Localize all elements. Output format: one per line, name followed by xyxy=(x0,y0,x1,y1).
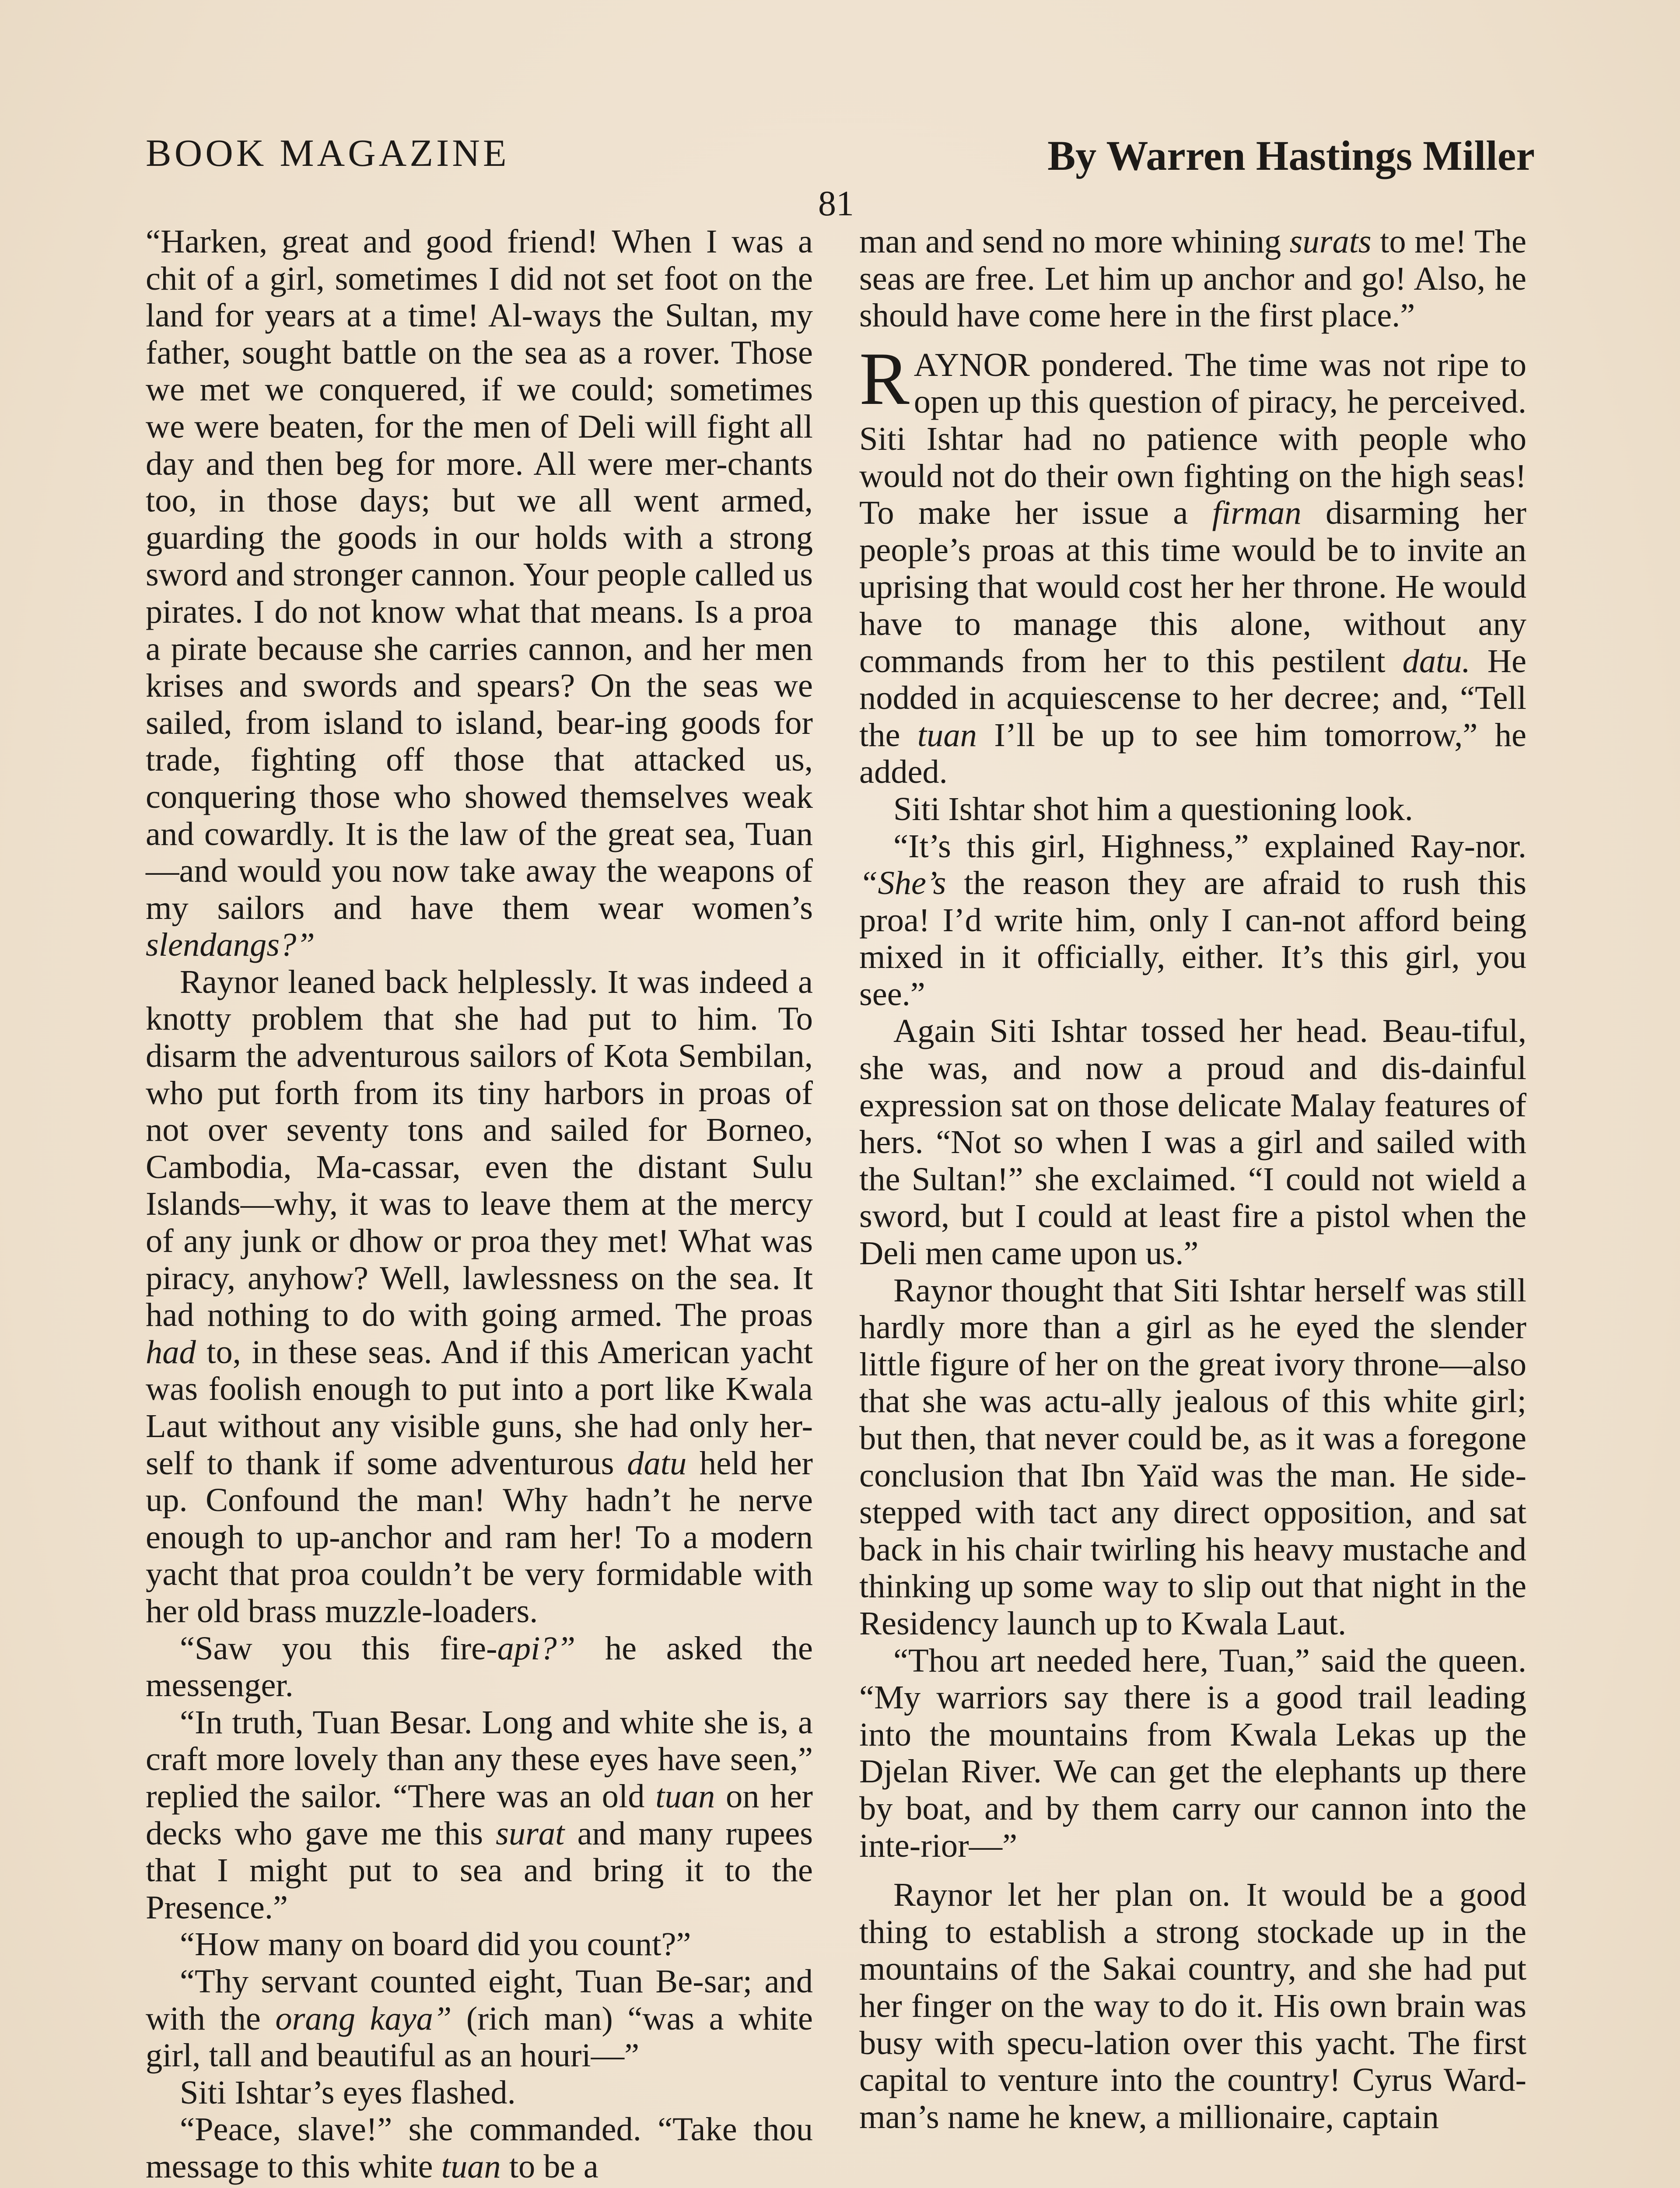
paragraph: “In truth, Tuan Besar. Long and white she is, a craft more lovely than any these eyes have seen,” replied the sailor. “There was an old tuan on her decks who gave me this surat and many rupees that I might put to sea and bring it to the Presence.” xyxy=(146,1703,813,1926)
author-byline: By Warren Hastings Miller xyxy=(1047,132,1535,179)
paragraph: “Thou art needed here, Tuan,” said the queen. “My warriors say there is a good trail leading into the mountains from Kwala Lekas up the Djelan River. We can get the elephants up there by boat, and by them carry our cannon into the inte-rior—” xyxy=(859,1641,1526,1864)
paragraph: Raynor thought that Siti Ishtar herself was still hardly more than a girl as he eyed the slender little figure of her on the great ivory throne—also that she was actu-ally jealous of this white girl; but then, that never could be, as it was a foregone conclusion that Ibn Yaïd was the man. He side-stepped with tact any direct opposition, and sat back in his chair twirling his heavy mustache and thinking up some way to slip out that night in the Residency launch up to Kwala Laut. xyxy=(859,1271,1526,1642)
right-text-column xyxy=(859,223,1526,2135)
paragraph: Again Siti Ishtar tossed her head. Beau-tiful, she was, and now a proud and dis-dainful expression sat on those delicate Malay features of hers. “Not so when I was a girl and sailed with the Sultan!” she exclaimed. “I could not wield a sword, but I could at least fire a pistol when the Deli men came upon us.” xyxy=(859,1012,1526,1272)
paragraph: man and send no more whining surats to me! The seas are free. Let him up anchor and go! Also, he should have come here in the first place.” xyxy=(859,223,1526,334)
paragraph: “How many on board did you count?” xyxy=(180,1925,691,1963)
paragraph: “Thy servant counted eight, Tuan Be-sar; and with the orang kaya” (rich man) “was a white girl, tall and beautiful as an houri—” xyxy=(146,1962,813,2074)
magazine-title: BOOK MAGAZINE xyxy=(146,132,510,175)
paragraph: Siti Ishtar shot him a questioning look. xyxy=(893,790,1413,828)
paragraph: Raynor leaned back helplessly. It was indeed a knotty problem that she had put to him. To disarm the adventurous sailors of Kota Sembilan, who put forth from its tiny harbors in proas of not over seventy tons and sailed for Borneo, Cambodia, Ma-cassar, even the distant Sulu Islands—why, it was to leave them at the mercy of any junk or dhow or proa they met! What was piracy, anyhow? Well, lawlessness on the sea. It had nothing to do with going armed. The proas had to, in these seas. And if this American yacht was foolish enough to put into a port like Kwala Laut without any visible guns, she had only her-self to thank if some adventurous datu held her up. Confound the man! Why hadn’t he nerve enough to up-anchor and ram her! To a modern yacht that proa couldn’t be very formidable with her old brass muzzle-loaders. xyxy=(146,963,813,1630)
page-number: 81 xyxy=(818,183,854,223)
paragraph: RAYNOR pondered. The time was not ripe to open up this question of piracy, he perceived. Siti Ishtar had no patience with people who would not do their own fighting on the high seas! To make her issue a firman disarming her people’s proas at this time would be to invite an uprising that would cost her her throne. He would have to manage this alone, without any commands from her to this pestilent datu. He nodded in acquiescense to her decree; and, “Tell the tuan I’ll be up to see him tomorrow,” he added. xyxy=(859,337,1526,791)
paragraph: “It’s this girl, Highness,” explained Ray-nor. “She’s the reason they are afraid to rush this proa! I’d write him, only I can-not afford being mixed in it officially, either. It’s this girl, you see.” xyxy=(859,827,1526,1013)
paragraph: “Peace, slave!” she commanded. “Take thou message to this white tuan to be a xyxy=(146,2111,813,2185)
paragraph: “Harken, great and good friend! When I was a chit of a girl, sometimes I did not set foot on the land for years at a time! Al-ways the Sultan, my father, sought battle on the sea as a rover. Those we met we conquered, if we could; sometimes we were beaten, for the men of Deli will fight all day and then beg for more. All were mer-chants too, in those days; but we all went armed, guarding the goods in our holds with a strong sword and stronger cannon. Your people called us pirates. I do not know what that means. Is a proa a pirate because she carries cannon, and her men krises and swords and spears? On the seas we sailed, from island to island, bear-ing goods for trade, fighting off those that attacked us, conquering those who showed themselves weak and cowardly. It is the law of the great sea, Tuan—and would you now take away the weapons of my sailors and have them wear women’s slendangs?” xyxy=(146,223,813,964)
drop-cap: R xyxy=(859,337,910,421)
left-text-column xyxy=(146,223,813,2185)
paragraph: Raynor let her plan on. It would be a good thing to establish a strong stockade up in the mountains of the Sakai country, and she had put her finger on the way to do it. His own brain was busy with specu-lation over this yacht. The first capital to venture into the country! Cyrus Ward-man’s name he knew, a millionaire, captain xyxy=(859,1876,1526,2135)
paragraph: “Saw you this fire-api?” he asked the messenger. xyxy=(146,1629,813,1704)
paragraph: Siti Ishtar’s eyes flashed. xyxy=(180,2073,516,2111)
